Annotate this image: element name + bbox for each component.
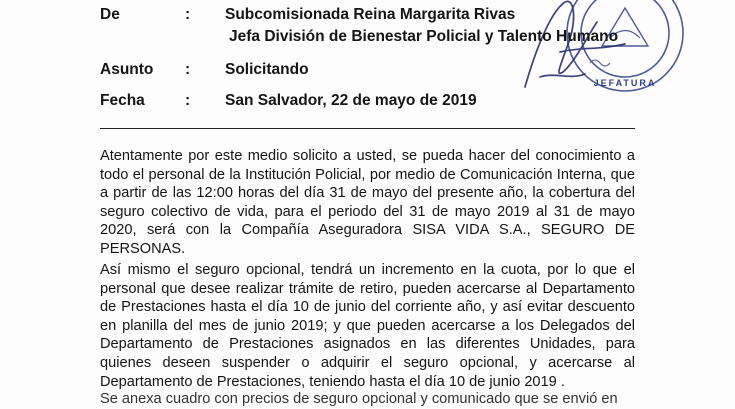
paragraph-1 — [100, 147, 635, 259]
paragraph-line: Atentamente por este medio solicito a usted, se pueda hacer del conocimiento a — [100, 148, 635, 164]
header-asunto-row — [0, 61, 735, 83]
paragraph-line: seguro colectivo de vida, para el periodo del 31 de mayo 2019 al 31 de mayo — [100, 203, 635, 220]
header-de-row — [0, 6, 735, 28]
paragraph-line: Departamento de Prestaciones, teniendo hasta el día 10 de junio 2019 . — [100, 373, 565, 390]
paragraph-line: a partir de las 12:00 horas del día 31 de mayo del presente año, la cobertura del — [100, 185, 635, 202]
paragraph-line: 2020, será con la Compañía Aseguradora SISA VIDA S.A., SEGURO DE — [100, 222, 635, 239]
header-divider — [100, 128, 635, 129]
paragraph-line: todo el personal de la Institución Policial, por medio de Comunicación Interna, que — [100, 166, 635, 183]
asunto-colon: : — [185, 61, 191, 78]
paragraph-line: PERSONAS. — [100, 240, 186, 257]
asunto-value: Solicitando — [225, 61, 309, 78]
fecha-value: San Salvador, 22 de mayo de 2019 — [225, 92, 477, 109]
paragraph-line: quienes deseen suspender o adquirir el seguro opcional, y acercarse al — [100, 354, 635, 371]
de-colon: : — [185, 6, 191, 23]
paragraph-line: Departamento de Prestaciones asignados en las diferentes Unidades, para — [100, 336, 635, 353]
paragraph-3-cutoff: Se anexa cuadro con precios de seguro opcional y comunicado que se envió en — [100, 391, 618, 407]
fecha-colon: : — [185, 92, 191, 109]
paragraph-2 — [100, 261, 635, 391]
fecha-label: Fecha — [100, 92, 145, 109]
header-de-row2 — [0, 28, 735, 50]
header-fecha-row — [0, 92, 735, 114]
seal-text: JEFATURA — [593, 78, 657, 88]
paragraph-line: de Prestaciones hasta el día 10 de junio del corriente año, y así evitar descuento — [100, 299, 635, 316]
de-value-line1: Subcomisionada Reina Margarita Rivas — [225, 6, 516, 23]
asunto-label: Asunto — [100, 61, 154, 78]
de-label: De — [100, 6, 120, 23]
paragraph-line: Así mismo el seguro opcional, tendrá un incremento en la cuota, por lo que el — [100, 262, 635, 278]
paragraph-line: personal que desee realizar trámite de retiro, pueden acercarse al Departamento — [100, 280, 635, 297]
paragraph-line: en planilla del mes de junio 2019; y que pueden acercarse a los Delegados del — [100, 317, 635, 334]
de-value-line2: Jefa División de Bienestar Policial y Talento Humano — [229, 28, 619, 45]
